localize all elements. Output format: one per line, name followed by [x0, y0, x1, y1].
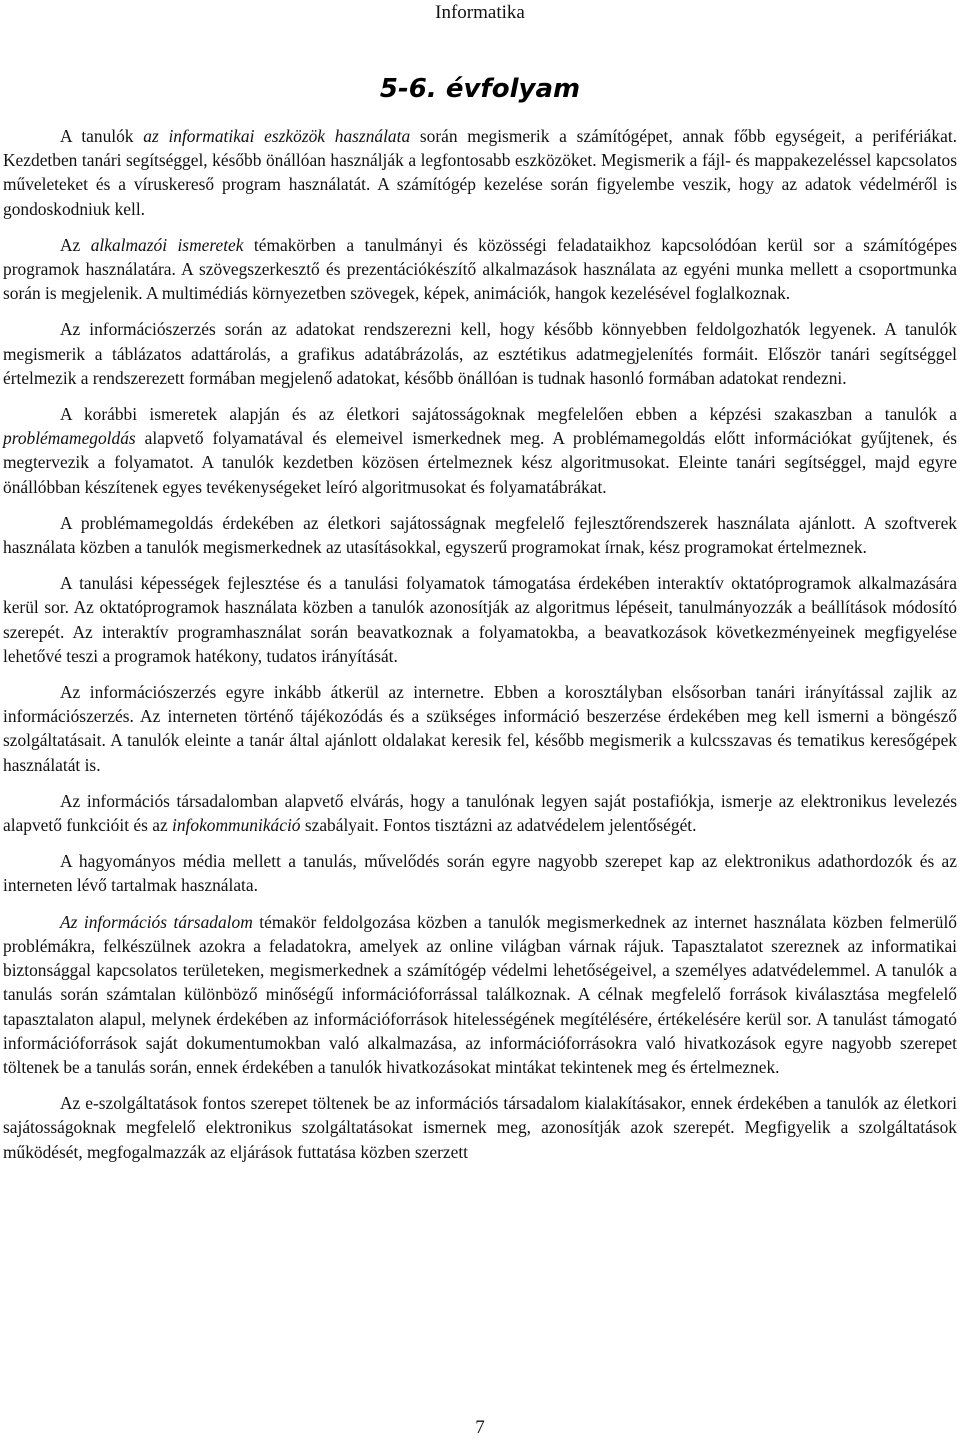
paragraph: A tanulási képességek fejlesztése és a tanulási folyamatok támogatása érdekében interaktív oktatóprogramok alkalmazására kerül sor. Az oktatóprogramok használata közben a tanulók azonosítják az algoritmus lépéseit, tanulmányozzák a beállítások módosító szerepét. Az interaktív programhasználat során beavatkoznak a folyamatokba, a beavatkozások következményeinek megfigyelése lehetővé teszi a programok hatékony, tudatos irányítását. [3, 573, 957, 666]
page-number: 7 [475, 1417, 485, 1438]
paragraph: Az információs társadalomban alapvető elvárás, hogy a tanulónak legyen saját postafiókja, ismerje az elektronikus levelezés alapvető funkcióit és az infokommunikáció szabályait. Fontos tisztázni az adatvédelem jelentőségét. [3, 790, 957, 836]
paragraph: A problémamegoldás érdekében az életkori sajátosságnak megfelelő fejlesztőrendszerek használata ajánlott. A szoftverek használata közben a tanulók megismerkednek az utasításokkal, egyszerű programokat írnak, kész programokat értelmeznek. [3, 512, 957, 558]
section-title: 5-6. évfolyam [379, 74, 581, 104]
emphasis: az informatikai eszközök használata [143, 126, 411, 146]
paragraph: A hagyományos média mellett a tanulás, művelődés során egyre nagyobb szerepet kap az elektronikus adathordozók és az interneten lévő tartalmak használata. [3, 851, 957, 896]
emphasis: alkalmazói ismeretek [90, 234, 244, 255]
paragraph: A tanulók az informatikai eszközök használata során megismerik a számítógépet, annak főbb egységeit, a perifériákat. Kezdetben tanári segítséggel, később önállóan használják a legfontosabb eszközöket. Megismerik a fájl- és mappakezeléssel kapcsolatos műveleteket és a víruskereső program használatát. A számítógép kezelése során figyelembe veszik, hogy az adatok védelméről is gondoskodniuk kell. [3, 126, 957, 219]
emphasis: Az információs társadalom [60, 911, 253, 932]
paragraph: Az információs társadalom témakör feldolgozása közben a tanulók megismerkednek az internet használata közben felmerülő problémákra, felkészülnek azokra a feladatokra, amelyek az online világban várnak rájuk. Tapasztalatot szereznek az informatikai biztonsággal kapcsolatos területeken, megismerkednek a számítógép védelmi lehetőségeivel, a személyes adatvédelemmel. A tanulók a tanulás során számtalan különböző minőségű információforrással találkoznak. A célnak megfelelő források kiválasztása megfelelő tapasztalaton alapul, melynek érdekében az információforrások hitelességének megítélésére, értékelésére kerül sor. A tanulást támogató információforrások saját dokumentumokban való alkalmazása, az információforrásokra való hivatkozások egyre nagyobb szerepet töltenek be a tanulás során, ennek érdekében a tanulók hivatkozásokat mintákat tekintenek meg és értelmeznek. [3, 911, 957, 1077]
body-text [3, 124, 957, 1176]
paragraph: Az e-szolgáltatások fontos szerepet töltenek be az információs társadalom kialakításakor, ennek érdekében a tanulók az életkori sajátosságoknak megfelelő elektronikus szolgáltatásokat ismernek meg, azonosítják azok szerepét. Megfigyelik a szolgáltatások működését, megfogalmazzák az eljárások futtatása közben szerzett [3, 1093, 957, 1162]
emphasis: infokommunikáció [172, 815, 301, 836]
running-header: Informatika [435, 2, 525, 23]
paragraph: Az információszerzés egyre inkább átkerül az internetre. Ebben a korosztályban elsősorban tanári irányítással zajlik az információszerzés. Az interneten történő tájékozódás és a szükséges információ beszerzése érdekében meg kell ismerni a böngésző szolgáltatásait. A tanulók eleinte a tanár által ajánlott oldalakat keresik fel, később megismerik a kulcsszavas és tematikus keresőgépek használatát is. [3, 682, 957, 775]
paragraph: Az alkalmazói ismeretek témakörben a tanulmányi és közösségi feladataikhoz kapcsolódóan kerül sor a számítógépes programok használatára. A szövegszerkesztő és prezentációkészítő alkalmazások használata az egyéni munka mellett a csoportmunka során is megjelenik. A multimédiás környezetben szövegek, képek, animációk, hangok kezelésével foglalkoznak. [3, 234, 957, 304]
paragraph: Az információszerzés során az adatokat rendszerezni kell, hogy később könnyebben feldolgozhatók legyenek. A tanulók megismerik a táblázatos adattárolás, a grafikus adatábrázolás, az esztétikus adatmegjelenítés formáit. Először tanári segítséggel értelmezik a rendszerezett formában megjelenő adatokat, később önállóan is tudnak hasonló formában adatokat rendezni. [3, 319, 957, 388]
emphasis: problémamegoldás [3, 428, 136, 449]
paragraph: A korábbi ismeretek alapján és az életkori sajátosságoknak megfelelően ebben a képzési szakaszban a tanulók a problémamegoldás alapvető folyamatával és elemeivel ismerkednek meg. A problémamegoldás előtt információkat gyűjtenek, és megtervezik a folyamatot. A tanulók kezdetben közösen értelmeznek kész algoritmusokat. Eleinte tanári segítséggel, majd egyre önállóbban készítenek egyes tevékenységeket leíró algoritmusokat és folyamatábrákat. [3, 404, 957, 497]
